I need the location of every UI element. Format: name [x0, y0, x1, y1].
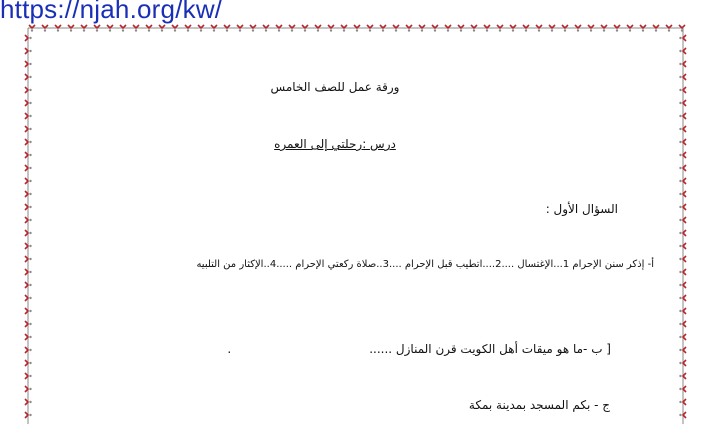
question-part-a: أ- إذكر سنن الإحرام 1...الإغتسال ....2....اتطيب قبل الإحرام ....3..صلاة ركعتي الإحرام .....4..الإكثار من التلبيه	[196, 259, 654, 270]
question-1-heading: السؤال الأول :	[545, 202, 618, 216]
question-part-c: ج - بكم المسجد بمدينة بمكة	[468, 398, 610, 412]
worksheet-page	[30, 30, 680, 410]
question-part-b-mark: .	[227, 342, 232, 356]
lesson-title-text: درس :رحلتي إلى العمره	[274, 137, 396, 151]
site-url-link[interactable]: https://njah.org/kw/	[0, 0, 223, 24]
lesson-title	[30, 137, 680, 151]
question-part-b	[227, 342, 611, 356]
worksheet-title: ورقة عمل للصف الخامس	[270, 80, 400, 94]
question-part-b-text: [ ب -ما هو ميقات أهل الكويت قرن المنازل ......	[369, 342, 611, 356]
